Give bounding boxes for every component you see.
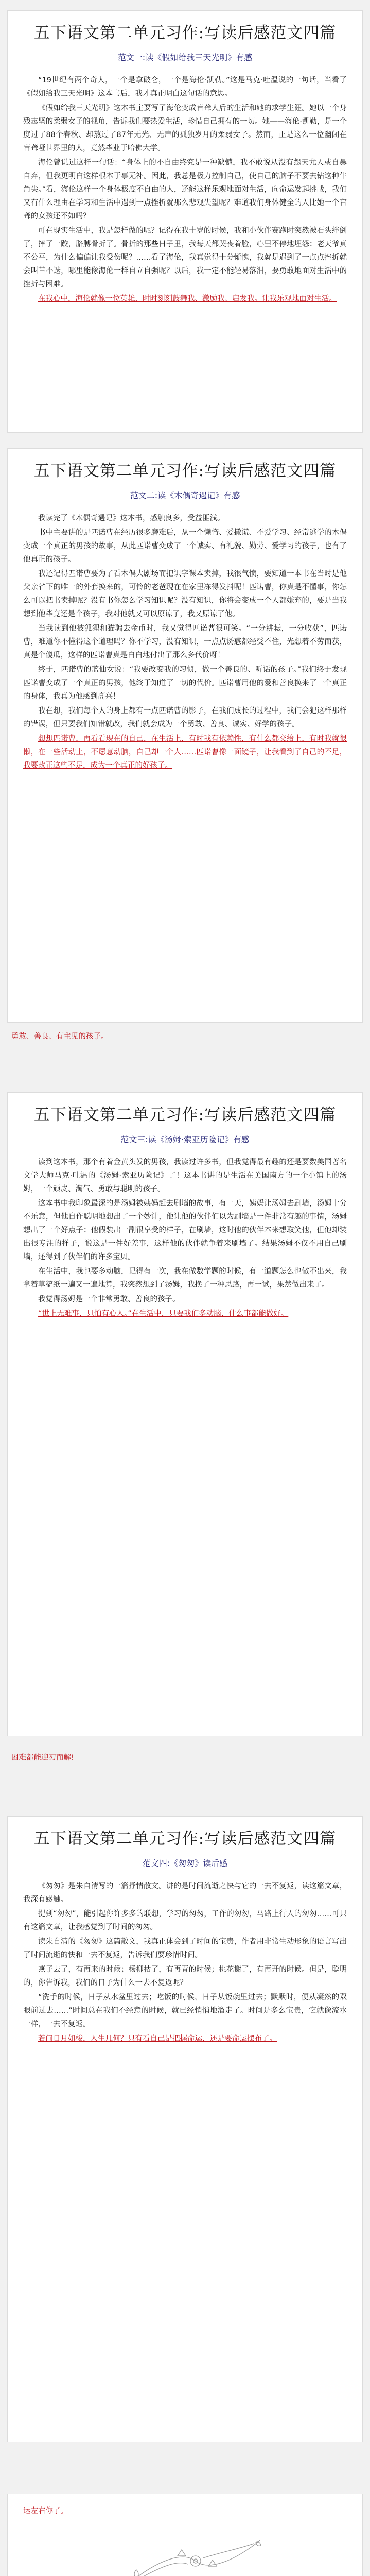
paragraph: 当我读到他被狐狸和猫骗去金币时，我又觉得匹诺曹很可笑。“一分耕耘，一分收获”，匹诺曹，难道你不懂得这个道理吗？你不学习，没有知识，一点点诱惑都经受不住，光想着不劳而获，真是个傻瓜，这样的匹诺曹真是白白地付出了那么多代价呀！ (23, 624, 347, 659)
paragraph: 我读完了《木偶奇遇记》这本书，感触良多，受益匪浅。 (38, 514, 225, 522)
continuation-note: 运左右你了。 (23, 2507, 68, 2515)
highlighted-paragraph: “世上无难事，只怕有心人。”在生活中，只要我们多动脑，什么事都能做好。 (38, 1310, 289, 1318)
continuation-note: 勇敢、善良、有主见的孩子。 (11, 1032, 109, 1041)
paragraph: 在生活中，我也要多动脑，记得有一次，我在做数学题的时候，有一道题怎么也做不出来，我拿着草稿纸一遍又一遍地算，我突然想到了汤姆，我换了一种思路，再一试，果然做出来了。 (23, 1267, 347, 1289)
section-subtitle: 范文四:《匆匆》读后感 (23, 1857, 347, 1873)
article-card-1 (7, 10, 363, 433)
article-body (23, 74, 347, 306)
paragraph: “19世纪有两个奇人，一个是拿破仑，一个是海伦·凯勒。”这是马克·吐温说的一句话，当看了《假如给我三天光明》这本书后，我才真正明白这句话的意思。 (23, 76, 347, 98)
paragraph: 我还记得匹诺曹要为了看木偶大剧场而把识字课本卖掉，我很气愤，要知道一本书在当时是他父亲省下的唯一的外套换来的，可怜的老爸现在在家里冻得发抖呢！匹诺曹，你真是不懂事，你怎么可以把书卖掉呢？没有书你怎么学习知识呢？没有知识，你将会变成一个人都嫌弃的，要是当我想到他毕竟还是个孩子，我对他就又可以原谅了，我又原谅了他。 (23, 570, 347, 618)
paragraph: 终于，匹诺曹的蓝仙女说：“我要改变我的习惯，做一个善良的、听话的孩子。”我们终于发现匹诺曹变成了一个真正的男孩，他终于知道了一切的代价。匹诺曹用他的爱和善良换来了一个真正的身体，我真为他感到高兴！ (23, 666, 347, 701)
highlighted-paragraph: 若问日月如梭，人生几何？只有看自己是把握命运，还是要命运摆布了。 (38, 2035, 277, 2043)
ornament-divider-icon (126, 2530, 265, 2576)
paragraph: 提到“匆匆”，能引起你许多多的联想，学习的匆匆，工作的匆匆，马路上行人的匆匆……可只有这篇文章，让我感觉到了时间的匆匆。 (23, 1910, 347, 1931)
article-card-3 (7, 1092, 363, 1736)
paragraph: “洗手的时候，日子从水盆里过去；吃饭的时候，日子从饭碗里过去；默默时，便从凝然的双眼前过去……”时间总在我们不经意的时候，就已经悄悄地溜走了。时间是多么宝贵，它就像流水一样，一去不复返。 (23, 1993, 347, 2028)
page-title: 五下语文第二单元习作:写读后感范文四篇 (33, 1829, 337, 1848)
highlighted-paragraph: 想想匹诺曹，再看看现在的自己，在生活上，有时我有依赖性，有什么都交给上，有时我就很懒，在一些活动上，不愿意动脑，自己却一个人……匹诺曹像一面镜子，让我看到了自己的不足，我要改正这些不足，成为一个真正的好孩子。 (23, 735, 347, 770)
paragraph: 可在现实生活中，我是怎样做的呢？记得在我十岁的时候，我和小伙伴赛跑时突然被石头绊倒了，摔了一跤，胳膊骨折了。骨折的那些日子里，我每天都哭丧着脸，心里不停地埋怨：老天爷真不公平，为什么偏偏让我受伤呢？……看了海伦，我真觉得十分惭愧，我就是遇到了一点点挫折就会叫苦不迭，哪里能像海伦一样自立自强呢？以后，我一定不能轻易落泪，要勇敢地面对生活中的挫折与困难。 (23, 227, 347, 289)
paragraph: 海伦曾说过这样一句话：“身体上的不自由终究是一种缺憾，我不敢说从没有怨天尤人或自暴自弃，但我更明白这样根本于事无补。因此，我总是极力控制自己，使自己的脑子不要去钻这种牛角尖。”看，海伦这样一个身体极度不自由的人，还能这样乐观地面对生活，向命运发起挑战，我们又有什么理由在学习和生活中遇到一点挫折就那么悲观失望呢？难道我们身体健全的人比她一个盲聋的女孩还不如吗？ (23, 159, 347, 221)
paragraph: 我在想，我们每个人的身上都有一点匹诺曹的影子，在我们成长的过程中，我们会犯这样那样的错误，但只要我们知错就改，我们就会成为一个勇敢、善良、诚实、好学的孩子。 (23, 707, 347, 728)
page-title: 五下语文第二单元习作:写读后感范文四篇 (33, 24, 337, 42)
paragraph: 这本书中我印象最深的是汤姆被姨妈赶去刷墙的故事，有一天，姨妈让汤姆去刷墙，汤姆十分不乐意，但他自作聪明地想出了一个妙计，他让他的伙伴们以为刷墙是一件非常有趣的事情，汤姆想出了一个好点子：他假装出一副很享受的样子，在刷墙，这时他的伙伴本来想取笑他，但他却装出很专注的样子，说这是一件好差事，这样他的伙伴就争着来刷墙了。结果汤姆不仅不用自己刷墙，还得到了伙伴们的许多宝贝。 (23, 1199, 347, 1261)
article-card-4 (7, 1816, 363, 2442)
article-card-5 (7, 2494, 363, 2576)
article-card-2 (7, 448, 363, 1023)
paragraph: 《假如给我三天光明》这本书主要写了海伦变成盲聋人后的生活和她的求学生涯。她以一个身残志坚的柔弱女子的视角，告诉我们要热爱生活，珍惜自己拥有的一切。她——海伦·凯勒，是一个度过了88个春秋、却熬过了87年无光、无声的孤独岁月的柔弱女子。然而，正是这么一位幽闭在盲聋哑世界里的人，竟然毕业于哈佛大学。 (23, 104, 347, 152)
article-body (23, 512, 347, 772)
section-subtitle: 范文一:读《假如给我三天光明》有感 (23, 51, 347, 67)
highlighted-paragraph: 在我心中，海伦就像一位英雄，时时刻刻鼓舞我、激励我、启发我。让我乐观地面对生活。 (38, 295, 337, 303)
paragraph: 读朱自清的《匆匆》这篇散文，我真正体会到了时间的宝贵，作者用非常生动形象的语言写出了时间流逝的快和一去不复返，告诉我们要珍惜时间。 (23, 1938, 347, 1959)
section-subtitle: 范文三:读《汤姆·索亚历险记》有感 (23, 1133, 347, 1149)
article-body (23, 1879, 347, 2045)
paragraph: 《匆匆》是朱自清写的一篇抒情散文。讲的是时间流逝之快与它的一去不复返，读这篇文章，我深有感触。 (23, 1882, 347, 1904)
paragraph: 读到这本书，那个有着金黄头发的男孩，我读过许多书，但我觉得最有趣的还是要数美国著名文学大师马克·吐温的《汤姆·索亚历险记》了！这本书讲的是生活在美国南方的一个小镇上的汤姆，一个顽皮、淘气、勇敢与聪明的孩子。 (23, 1158, 347, 1193)
page-title: 五下语文第二单元习作:写读后感范文四篇 (33, 1106, 337, 1124)
page-title: 五下语文第二单元习作:写读后感范文四篇 (33, 462, 337, 480)
section-subtitle: 范文二:读《木偶奇遇记》有感 (23, 489, 347, 505)
paragraph: 书中主要讲的是匹诺曹在经历很多磨难后，从一个懒惰、爱撒谎、不爱学习、经常逃学的木偶变成一个真正的男孩的故事，从此匹诺曹变成了一个诚实、有礼貌、勤劳、爱学习的孩子，也有了他真正的孩子。 (23, 529, 347, 564)
article-body (23, 1156, 347, 1320)
paragraph: 燕子去了，有再来的时候；杨柳枯了，有再青的时候；桃花谢了，有再开的时候。但是，聪明的，你告诉我，我们的日子为什么一去不复返呢？ (23, 1965, 347, 1987)
paragraph: 我觉得汤姆是一个非常勇敢、善良的孩子。 (38, 1295, 180, 1303)
continuation-note: 困难都能迎刃而解! (11, 1754, 74, 1762)
